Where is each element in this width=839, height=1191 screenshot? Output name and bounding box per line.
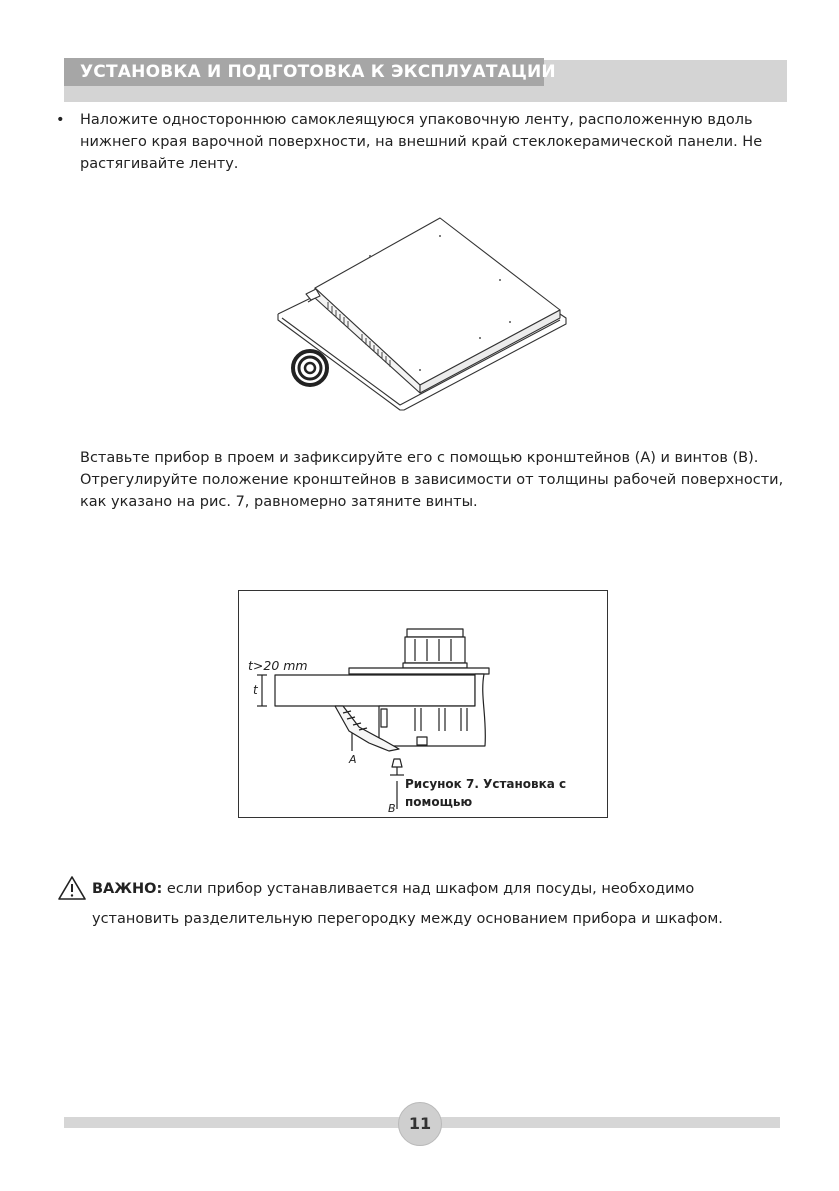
section-title: УСТАНОВКА И ПОДГОТОВКА К ЭКСПЛУАТАЦИИ (64, 58, 544, 86)
figure-7-box (238, 590, 608, 818)
figure-caption: Рисунок 7. Установка с помощью (405, 777, 567, 809)
instruction-paragraph-1 (56, 109, 776, 175)
label-b: B (388, 802, 396, 815)
warning-text (92, 874, 782, 934)
warning-body: если прибор устанавливается над шкафом для посуды, необходимо установить разделительную перегородку между основанием прибора и шкафом. (92, 881, 723, 927)
warning-icon (58, 875, 86, 901)
t-label: t (253, 683, 258, 697)
page-number: 11 (398, 1102, 442, 1146)
instruction-paragraph-2: Вставьте прибор в проем и зафиксируйте его с помощью кронштейнов (А) и винтов (В). Отрегулируйте положение кронштейнов в зависимости от толщины рабочей поверхности, как указано на рис. 7, равномерно затяните винты. (80, 450, 784, 510)
instruction-text-1: Наложите одностороннюю самоклеящуюся упаковочную ленту, расположенную вдоль нижнего края варочной поверхности, на внешний край стеклокерамической панели. Не растягивайте ленту. (80, 112, 763, 172)
hob-tape-illustration (270, 210, 570, 420)
warning-label: ВАЖНО: (92, 881, 163, 897)
label-a: A (349, 753, 357, 766)
bullet: • (56, 112, 65, 128)
thickness-label: t>20 mm (248, 658, 308, 673)
